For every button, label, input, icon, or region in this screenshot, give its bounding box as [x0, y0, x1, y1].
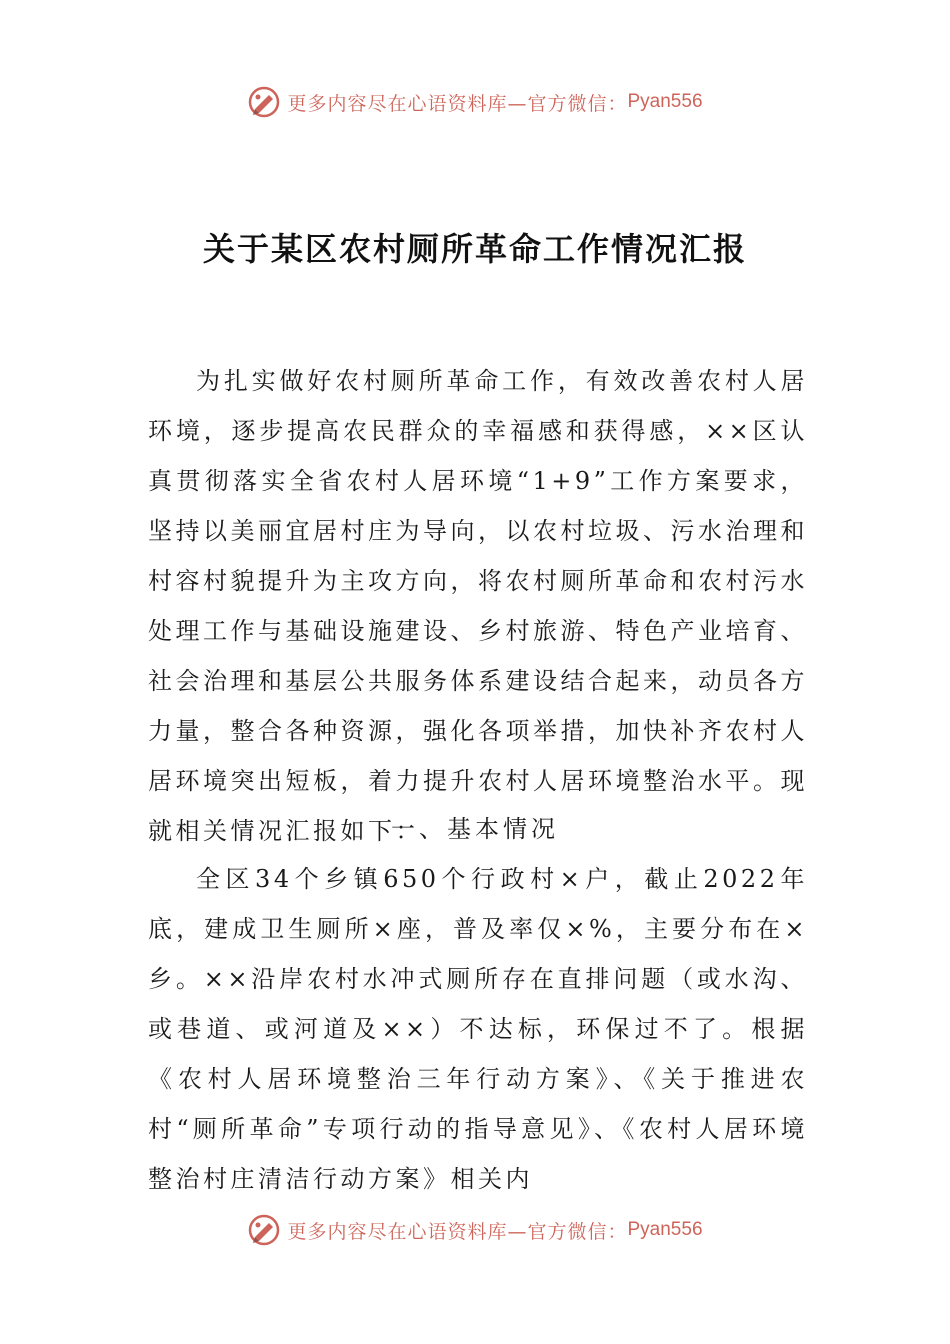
- watermark-account: Pyan556: [627, 1219, 703, 1240]
- section-paragraph-basic-situation: 全区34个乡镇650个行政村×户，截止2022年底，建成卫生厕所×座，普及率仅×%，主要分布在×乡。××沿岸农村水冲式厕所存在直排问题（或水沟、或巷道、或河道及××）不达标，环保过不了。根据《农村人居环境整治三年行动方案》、《关于推进农村“厕所革命”专项行动的指导意见》、《农村人居环境整治村庄清洁行动方案》相关内: [148, 865, 808, 1193]
- watermark-account: Pyan556: [627, 91, 703, 112]
- section-heading-basic-situation: 一、基本情况: [391, 815, 559, 843]
- pen-logo-icon: [247, 1213, 281, 1247]
- pen-logo-icon: [247, 85, 281, 119]
- intro-paragraph: 为扎实做好农村厕所革命工作，有效改善农村人居环境，逐步提高农民群众的幸福感和获得感，××区认真贯彻落实全省农村人居环境“1+9”工作方案要求，坚持以美丽宜居村庄为导向，以农村垃圾、污水治理和村容村貌提升为主攻方向，将农村厕所革命和农村污水处理工作与基础设施建设、乡村旅游、特色产业培育、社会治理和基层公共服务体系建设结合起来，动员各方力量，整合各种资源，强化各项举措，加快补齐农村人居环境突出短板，着力提升农村人居环境整治水平。现就相关情况汇报如下：: [148, 367, 808, 845]
- header-watermark: [0, 80, 950, 124]
- watermark-text: 更多内容尽在心语资料库—官方微信：: [287, 1220, 628, 1243]
- watermark-text: 更多内容尽在心语资料库—官方微信：: [287, 92, 628, 115]
- document-title: 关于某区农村厕所革命工作情况汇报: [202, 230, 747, 268]
- footer-watermark: [0, 1208, 950, 1252]
